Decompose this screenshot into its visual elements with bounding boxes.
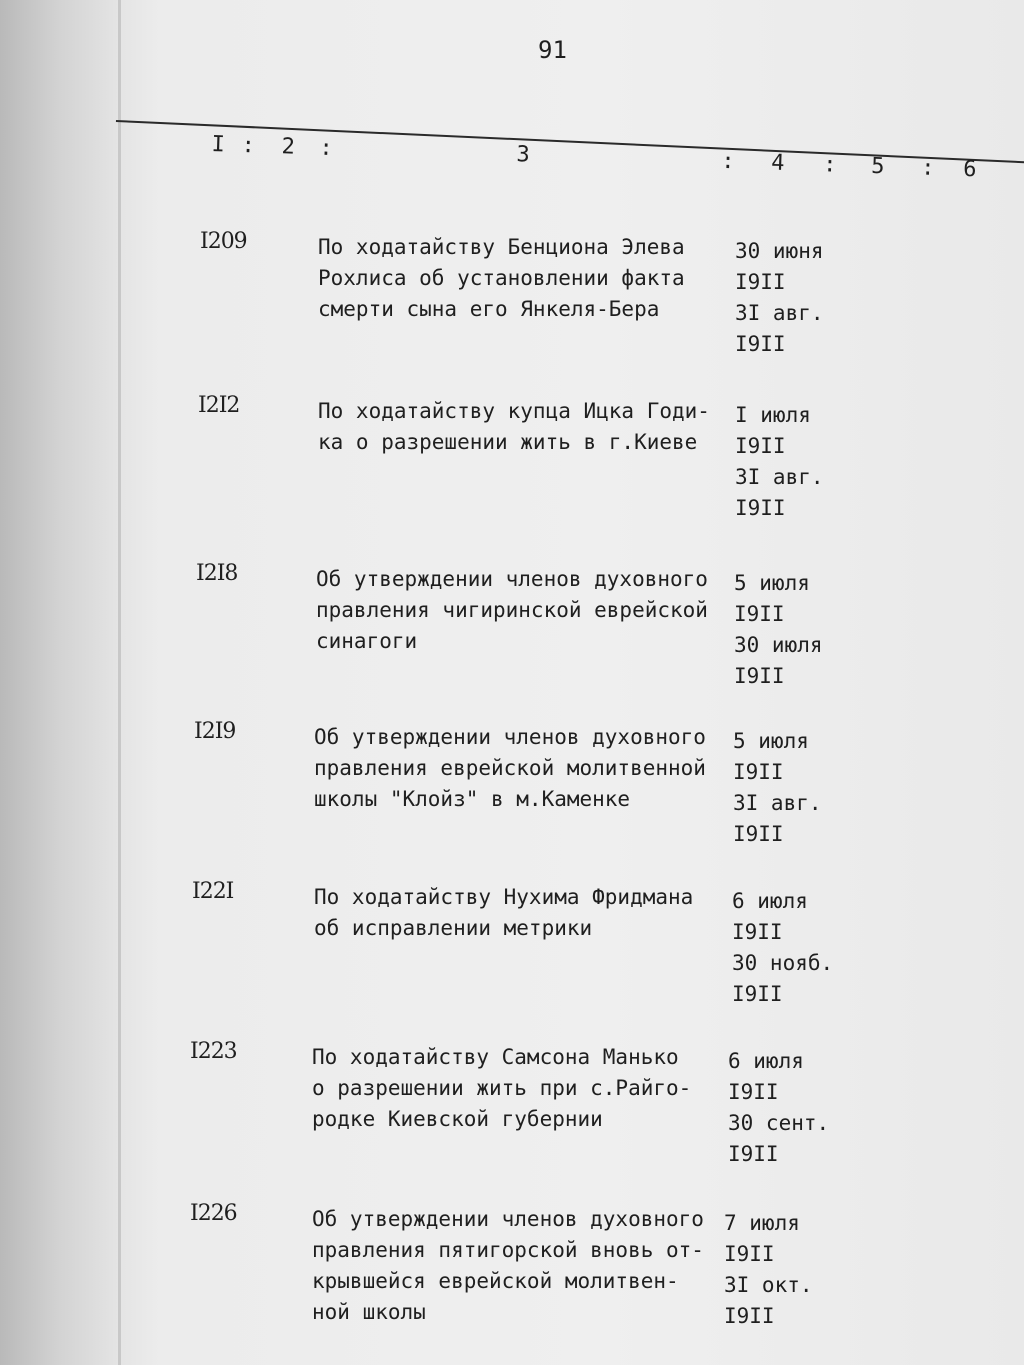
entry-line: правления пятигорской вновь от- [312,1238,704,1262]
column-separator: : [920,155,935,181]
start-date: 5 июля [733,729,809,753]
entry-line: синагоги [316,629,418,653]
entry-line: правления чигиринской еврейской [316,598,708,622]
entry-line: школы "Клойз" в м.Каменке [314,787,631,811]
entry-line: Рохлиса об установлении факта [318,266,685,290]
column-number: 3 [516,142,531,168]
entry-dates [733,726,853,850]
column-separator: : [822,152,837,178]
start-year: I9II [724,1242,775,1266]
entry-line: По ходатайству Самсона Манько [312,1045,679,1069]
entry-dates [732,886,852,1010]
entry-line: об исправлении метрики [314,916,593,940]
entry-number: I2I8 [196,561,238,586]
start-year: I9II [732,920,783,944]
entry-dates [734,568,854,692]
start-date: 5 июля [734,571,810,595]
start-year: I9II [735,270,786,294]
entry-line: ка о разрешении жить в г.Киеве [318,430,698,454]
entry-line: крывшейся еврейской молитвен- [312,1269,679,1293]
entry-line: Об утверждении членов духовного [314,725,706,749]
entry-dates [724,1208,844,1332]
list-item [0,390,1024,540]
end-date: 30 нояб. [732,951,834,975]
entry-number: I223 [190,1039,237,1064]
entry-number: I22I [192,879,234,904]
entry-number: I226 [190,1201,237,1226]
entry-description [318,232,738,325]
page-number: 91 [538,36,567,64]
start-date: I июля [735,403,811,427]
entry-line: родке Киевской губернии [312,1107,603,1131]
start-date: 30 июня [735,239,824,263]
entry-line: Об утверждении членов духовного [312,1207,704,1231]
start-date: 6 июля [732,889,808,913]
end-year: I9II [735,496,786,520]
column-separator: : [319,135,334,162]
column-separator: : [720,148,735,175]
entry-line: По ходатайству Нухима Фридмана [314,885,694,909]
entry-line: о разрешении жить при с.Райго- [312,1076,692,1100]
end-year: I9II [735,332,786,356]
column-number: 4 [770,150,785,176]
column-number: 6 [962,156,977,183]
entry-line: Об утверждении членов духовного [316,567,708,591]
end-date: 3I авг. [733,791,822,815]
entry-description [312,1042,732,1135]
list-item [0,1198,1024,1348]
column-number: I [211,132,226,158]
end-date: 30 июля [734,633,823,657]
end-year: I9II [724,1304,775,1328]
start-year: I9II [734,602,785,626]
end-date: 3I авг. [735,465,824,489]
entry-number: I209 [200,229,247,254]
entry-line: правления еврейской молитвенной [314,756,706,780]
entry-line: По ходатайству купца Ицка Годи- [318,399,710,423]
end-year: I9II [733,822,784,846]
end-date: 3I авг. [735,301,824,325]
start-year: I9II [733,760,784,784]
entry-line: ной школы [312,1300,426,1324]
list-item [0,716,1024,866]
start-year: I9II [728,1080,779,1104]
entry-line: смерти сына его Янкеля-Бера [318,297,660,321]
start-date: 6 июля [728,1049,804,1073]
column-number: 5 [870,153,885,180]
list-item [0,876,1024,1026]
end-date: 30 сент. [728,1111,830,1135]
end-year: I9II [728,1142,779,1166]
start-date: 7 июля [724,1211,800,1235]
entry-number: I2I9 [194,719,236,744]
end-year: I9II [732,982,783,1006]
entry-number: I2I2 [198,393,240,418]
start-year: I9II [735,434,786,458]
entry-dates [735,400,855,524]
list-item [0,558,1024,708]
entry-description [312,1204,732,1328]
entry-description [318,396,738,458]
entry-description [314,722,734,815]
entry-line: По ходатайству Бенциона Элева [318,235,685,259]
list-item [0,1036,1024,1186]
entry-description [314,882,734,944]
column-separator: : [241,132,256,159]
list-item [0,226,1024,376]
entry-dates [735,236,855,360]
entry-dates [728,1046,848,1170]
end-date: 3I окт. [724,1273,813,1297]
column-number: 2 [281,134,296,160]
entry-description [316,564,736,657]
end-year: I9II [734,664,785,688]
